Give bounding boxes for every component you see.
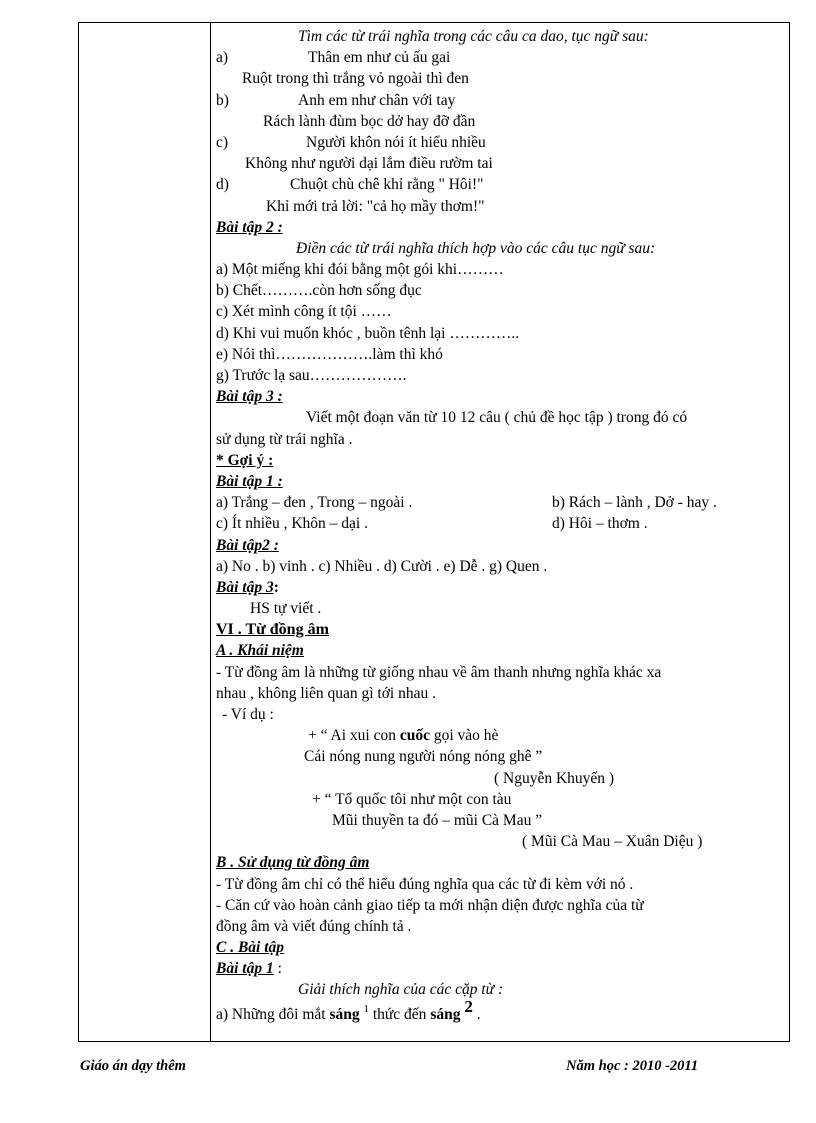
usage-line1: - Từ đồng âm chỉ có thể hiểu đúng nghĩa qua các từ đi kèm với nó . [216,875,634,893]
exercise3-heading: Bài tập 3 : [216,388,283,406]
exercise1-item-d [216,174,782,195]
exercise2-item: g) Trước lạ sau………………. [216,367,407,384]
item-label: a) [216,49,229,67]
hint-answer-a: a) Trắng – đen , Trong – ngoài . [216,494,413,512]
example1-line1 [216,725,782,746]
bt1-heading-line [216,958,782,979]
hints-ex2-answers: a) No . b) vinh . c) Nhiều . d) Cười . e) Dễ . g) Quen . [216,557,548,575]
hints-ex3-colon: : [273,578,279,596]
example2-author: ( Mũi Cà Mau – Xuân Diệu ) [522,833,703,851]
hint-answer-c: c) Ít nhiều , Khôn – dại . [216,515,368,533]
item-line1: Thân em như củ ấu gai [308,49,451,67]
exercise1-item-a [216,47,782,68]
hint-answer-d: d) Hôi – thơm . [552,515,648,533]
bt1-heading: Bài tập 1 [216,960,274,978]
hints-ex3-heading: Bài tập 3 [216,578,274,596]
exercise2-item: e) Nói thì……………….làm thì khó [216,345,443,363]
item-label: c) [216,133,229,151]
question-mid: thức đến [368,1005,431,1023]
exercise2-item: d) Khi vui muốn khóc , buồn tênh lại ………….. [216,324,520,342]
example1-line2: Cái nóng nung người nóng nóng ghê ” [304,748,543,766]
hints-ex1-heading: Bài tập 1 : [216,472,283,490]
section6-b-heading: B . Sử dụng từ đồng âm [216,854,370,872]
exercise3-line1: Viết một đoạn văn từ 10 12 câu ( chủ đề học tập ) trong đó có [306,409,688,427]
exercise1-item-d-line2: Khỉ mới trả lời: "cả họ mầy thơm!" [266,197,485,215]
item-line1: Người khôn nói ít hiểu nhiều [306,133,486,151]
example1-post: gọi vào hè [429,727,499,745]
hints-heading: * Gợi ý : [216,451,274,469]
example2-line2: Mũi thuyền ta đó – mũi Cà Mau ” [332,811,543,829]
question-end: . [472,1005,481,1023]
exercise1-item-b-line2: Rách lành đùm bọc dở hay đỡ đần [263,112,476,130]
exercise2-instruction: Điền các từ trái nghĩa thích hợp vào các câu tục ngữ sau: [296,239,656,257]
question-pre: a) Những đôi mắt [216,1005,330,1023]
item-label: b) [216,91,229,109]
question-word2: sáng [430,1005,461,1023]
usage-line2: - Căn cứ vào hoàn cảnh giao tiếp ta mới nhận diện được nghĩa của từ [216,896,644,914]
exercise1-item-b [216,90,782,111]
section6-definition-line2: nhau , không liên quan gì tới nhau . [216,684,436,702]
hints-ex1-row1 [216,492,782,513]
usage-line3: đồng âm và viết đúng chính tả . [216,917,412,935]
bt1-question-a [216,996,782,1027]
hints-ex3-answer: HS tự viết . [250,600,322,618]
example1-bold-word: cuốc [399,727,430,745]
column-divider [210,22,211,1042]
exercise2-item: c) Xét mình công ít tội …… [216,303,392,321]
item-line1: Chuột chù chê khỉ rằng " Hôi!" [290,176,484,194]
hints-ex1-row2 [216,513,782,534]
section6-title: VI . Từ đồng âm [216,621,329,639]
example1-pre: + “ Ai xui con [308,727,400,745]
section6-definition-line1: - Từ đồng âm là những từ giống nhau về âm thanh nhưng nghĩa khác xa [216,663,662,681]
exercise2-heading: Bài tập 2 : [216,218,283,236]
section6-a-heading: A . Khái niệm [216,642,304,660]
hints-ex2-heading: Bài tập2 : [216,536,279,554]
superscript-1: 1 [363,1002,369,1015]
bt1-colon: : [273,960,282,978]
footer-right: Năm học : 2010 -2011 [566,1058,699,1074]
hints-ex3-heading-line [216,577,782,598]
item-line1: Anh em như chân với tay [298,91,456,109]
example2-line1: + “ Tổ quốc tôi như một con tàu [312,790,512,808]
section6-c-heading: C . Bài tập [216,939,285,957]
superscript-2: 2 [464,996,473,1016]
hint-answer-b: b) Rách – lành , Dở - hay . [552,494,717,512]
exercise1-item-a-line2: Ruột trong thì trắng vỏ ngoài thì đen [242,70,469,88]
bt1-instruction: Giải thích nghĩa của các cặp từ : [298,981,504,999]
section6-example-label: - Ví dụ : [222,706,274,723]
item-label: d) [216,176,229,194]
exercise1-item-c-line2: Không như người dại lắm điều rườm tai [245,155,493,173]
exercise3-line2: sử dụng từ trái nghĩa . [216,430,353,448]
example1-author: ( Nguyễn Khuyến ) [494,769,615,787]
exercise2-item: a) Một miếng khi đói bằng một gói khi……… [216,261,504,279]
question-word1: sáng [329,1005,360,1023]
lesson-content [216,26,782,1027]
exercise1-instruction: Tìm các từ trái nghĩa trong các câu ca dao, tục ngữ sau: [298,28,649,45]
footer-left: Giáo án dạy thêm [80,1058,186,1074]
exercise2-item: b) Chết……….còn hơn sống đục [216,282,422,300]
exercise1-item-c [216,132,782,153]
